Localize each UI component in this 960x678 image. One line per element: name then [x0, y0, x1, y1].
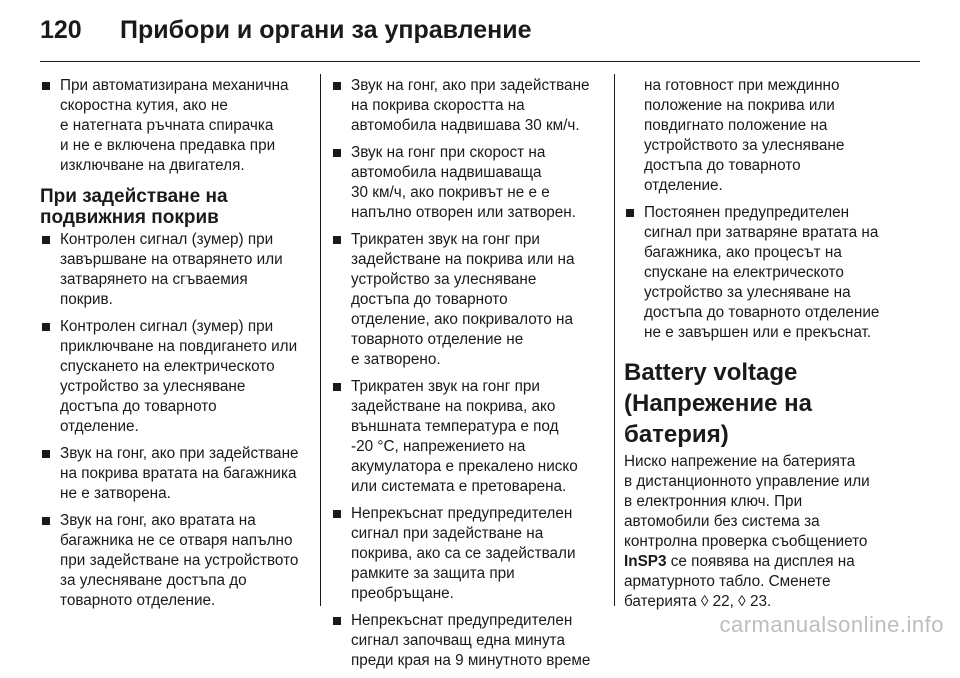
bullet-icon: [333, 617, 341, 625]
paragraph-text: се появява на дисплея на арматурното табло. Сменете батерията ◊ 22, ◊ 23.: [624, 553, 855, 610]
paragraph-text: Ниско напрежение на батерията в дистанционното управление или в електронния ключ. При автомобили без система за контролна проверка съобщението: [624, 453, 870, 550]
list-item-text: Трикратен звук на гонг при задействане на покрива, ако външната температура е под -20 °C, напрежението на акумулатора е прекалено ниско или системата е претоварена.: [351, 378, 578, 495]
paragraph: [624, 452, 904, 612]
list-item: [624, 203, 904, 343]
column-divider: [320, 74, 321, 606]
column-divider: [614, 74, 615, 606]
list-item: [331, 230, 609, 370]
column-2: [331, 76, 609, 678]
list-item-text: Звук на гонг при скорост на автомобила надвишаваща 30 км/ч, ако покривът не е е напълно отворен или затворен.: [351, 144, 576, 221]
section-heading: При задействане на подвижния покрив: [40, 186, 228, 228]
list-item: [331, 377, 609, 497]
list-item-text: Контролен сигнал (зумер) при завършване на отварянето или затварянето на сгъваемия покрив.: [60, 231, 283, 308]
list-item-text: Контролен сигнал (зумер) при приключване на повдигането или спускането на електрическото устройство за улесняване достъпа до товарното отделение.: [60, 318, 298, 435]
list-item-text: Непрекъснат предупредителен сигнал при задействане на покрива, ако са се задействали рамките за защита при преобръщане.: [351, 505, 576, 602]
list-item-text: Трикратен звук на гонг при задействане на покрива или на устройство за улесняване достъпа до товарното отделение, ако покривалото на товарното отделение не е затворено.: [351, 231, 575, 368]
header-rule: [40, 61, 920, 62]
list-item: [40, 76, 318, 176]
list-item: [331, 76, 609, 136]
bullet-icon: [333, 236, 341, 244]
watermark: carmanualsonline.info: [719, 612, 944, 637]
bullet-icon: [333, 82, 341, 90]
list-item-text: Звук на гонг, ако при задействане на покрива вратата на багажника не е затворена.: [60, 445, 299, 502]
list-item: [40, 511, 318, 611]
list-item-text: на готовност при междинно положение на покрива или повдигнато положение на устройството за улесняване достъпа до товарното отделение.: [644, 77, 845, 194]
bullet-icon: [42, 323, 50, 331]
section-heading: Battery voltage (Напрежение на батерия): [624, 359, 813, 448]
list-item: [40, 230, 318, 310]
bullet-icon: [333, 149, 341, 157]
list-item: [331, 611, 609, 671]
list-item-text: Звук на гонг, ако при задействане на покрива скоростта на автомобила надвишава 30 км/ч.: [351, 77, 590, 134]
bullet-icon: [42, 517, 50, 525]
display-code: InSP3: [624, 553, 667, 570]
bullet-icon: [626, 209, 634, 217]
bullet-icon: [42, 450, 50, 458]
list-item: [331, 143, 609, 223]
bullet-icon: [42, 82, 50, 90]
list-item: [40, 317, 318, 437]
list-item-text: Непрекъснат предупредителен сигнал започващ една минута преди края на 9 минутното време: [351, 612, 591, 669]
column-3: [624, 76, 904, 612]
list-item-text: Постоянен предупредителен сигнал при затваряне вратата на багажника, ако процесът на спускане на електрическото устройство за улесняване на достъпа до товарното отделение не е завършен или е прекъснат.: [644, 204, 880, 341]
list-item: [331, 504, 609, 604]
bullet-icon: [42, 236, 50, 244]
page-number: 120: [40, 16, 82, 44]
bullet-icon: [333, 383, 341, 391]
list-item-text: При автоматизирана механична скоростна кутия, ако не е натегната ръчната спирачка и не е включена предавка при изключване на двигателя.: [60, 77, 289, 174]
bullet-icon: [333, 510, 341, 518]
list-item: [40, 444, 318, 504]
page-title: Прибори и органи за управление: [120, 16, 532, 44]
list-item-text: Звук на гонг, ако вратата на багажника не се отваря напълно при задействане на устройството за улесняване достъпа до товарното отделение.: [60, 512, 299, 609]
column-1: [40, 76, 318, 618]
list-item-continuation: [624, 76, 904, 196]
